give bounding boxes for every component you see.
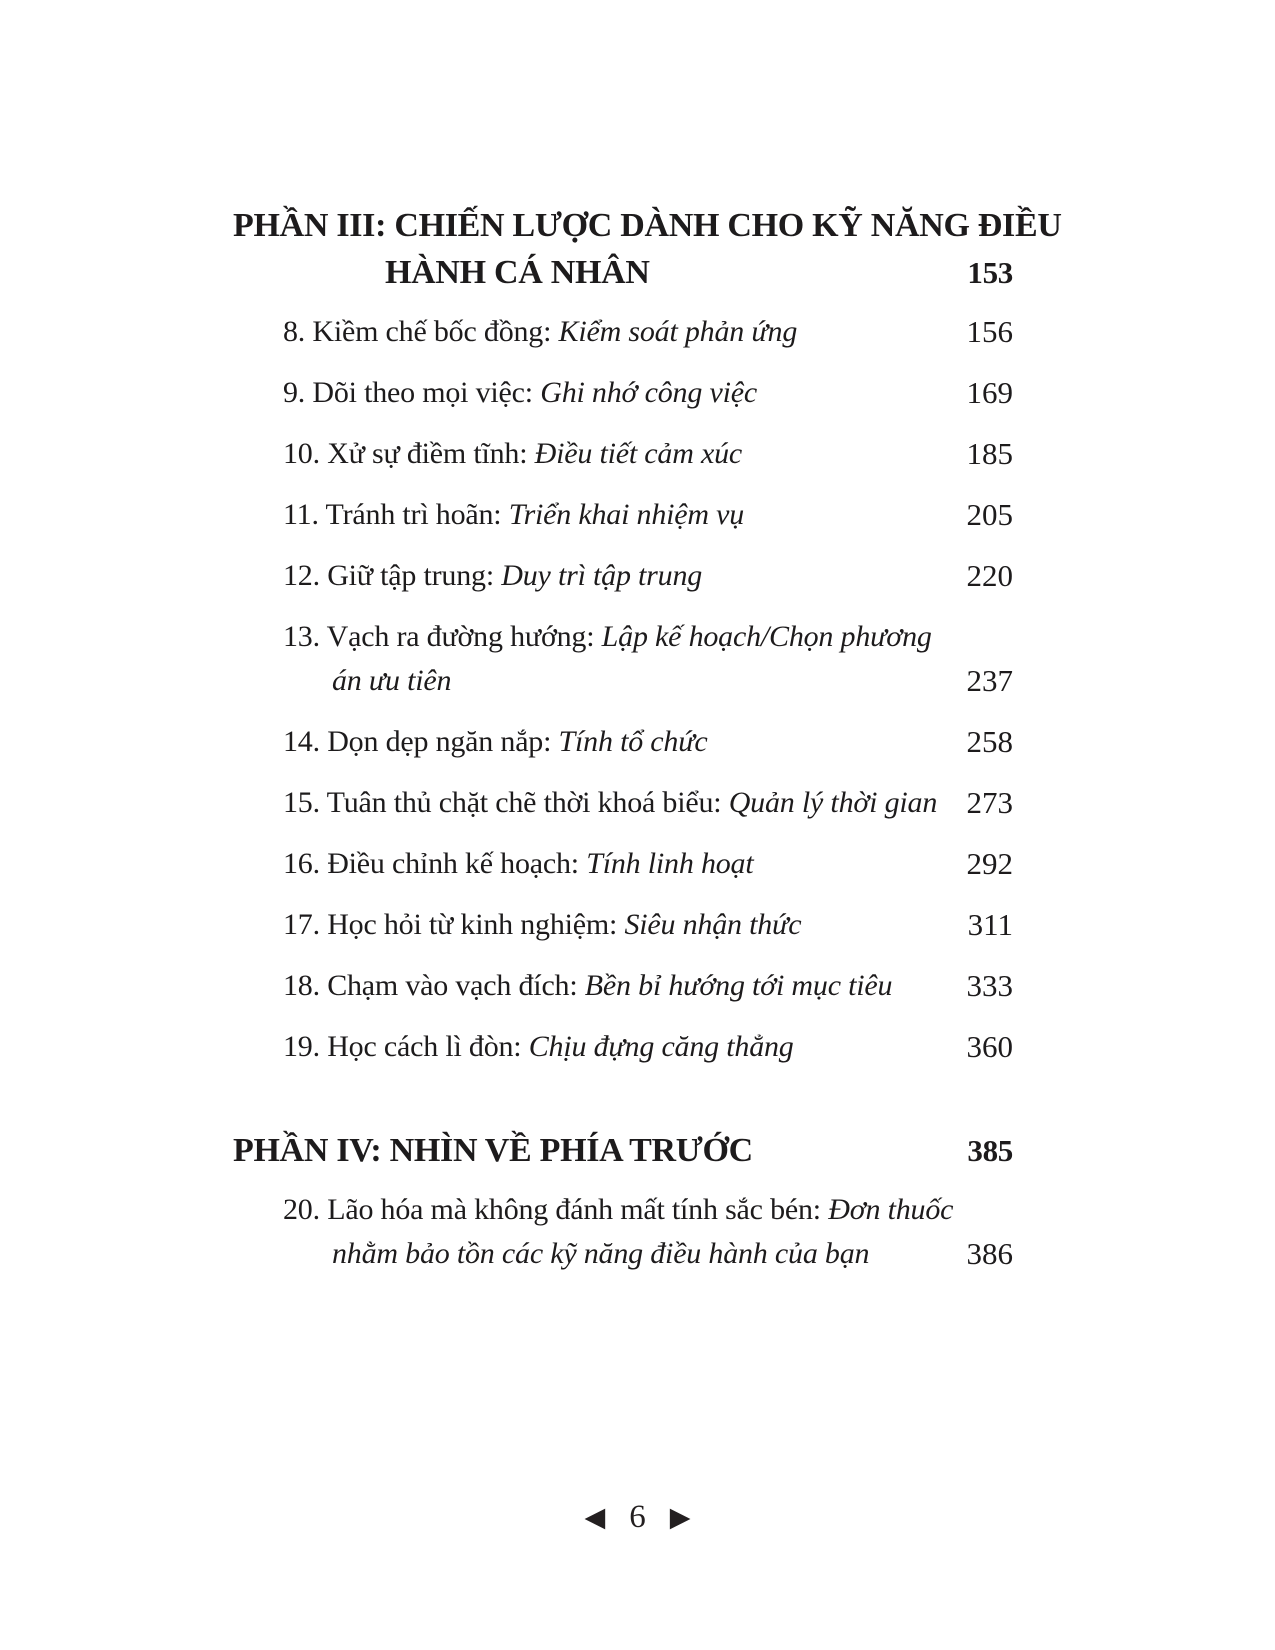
next-page-icon[interactable]: ▶ (669, 1501, 691, 1533)
chapter-subtitle: nhằm bảo tồn các kỹ năng điều hành của bạn (332, 1237, 870, 1270)
chapter-label: 15. Tuân thủ chặt chẽ thời khoá biểu: (283, 786, 729, 819)
chapter-subtitle: Đơn thuốc (828, 1193, 954, 1226)
entry-page-number: 205 (966, 497, 1013, 532)
chapter-line (283, 1232, 953, 1276)
entry-page-number: 360 (966, 1029, 1013, 1064)
entry-page-number: 169 (966, 375, 1013, 410)
entry-page-number: 386 (966, 1236, 1013, 1271)
heading-line: PHẦN IV: NHÌN VỀ PHÍA TRƯỚC (233, 1132, 753, 1169)
entry-title (283, 1025, 794, 1069)
heading-line: PHẦN III: CHIẾN LƯỢC DÀNH CHO KỸ NĂNG ĐIỀU (233, 207, 1062, 244)
chapter-line (283, 493, 744, 537)
entry-title (283, 903, 801, 947)
chapter-label: 11. Tránh trì hoãn: (283, 498, 509, 531)
chapter-label: 20. Lão hóa mà không đánh mất tính sắc bén: (283, 1193, 829, 1226)
entry-page-number: 311 (967, 907, 1013, 942)
entry-title (283, 310, 797, 354)
chapter-line (283, 720, 708, 764)
chapter-line (283, 615, 932, 659)
chapter-line (283, 554, 702, 598)
chapter-subtitle: Chịu đựng căng thẳng (528, 1030, 794, 1063)
entry-page-number: 237 (966, 663, 1013, 698)
entry-title (283, 554, 702, 598)
chapter-line (283, 964, 892, 1008)
chapter-line (283, 1188, 953, 1232)
entry-title (283, 964, 892, 1008)
chapter-subtitle: Điều tiết cảm xúc (534, 437, 743, 470)
toc-chapter-entry[interactable] (233, 371, 1013, 415)
entry-title (283, 493, 744, 537)
chapter-subtitle: Duy trì tập trung (501, 559, 703, 592)
heading-line: HÀNH CÁ NHÂN (385, 254, 650, 291)
chapter-line (283, 371, 757, 415)
toc-chapter-entry[interactable] (233, 493, 1013, 537)
chapter-label: 17. Học hỏi từ kinh nghiệm: (283, 908, 625, 941)
chapter-line (283, 432, 742, 476)
entry-title (283, 781, 937, 825)
toc-section-heading[interactable] (233, 1127, 1013, 1174)
chapter-label: 16. Điều chỉnh kế hoạch: (283, 847, 587, 880)
previous-page-icon[interactable]: ◀ (584, 1501, 606, 1533)
toc-chapter-entry[interactable] (233, 1025, 1013, 1069)
chapter-line (283, 903, 801, 947)
chapter-subtitle: Tính linh hoạt (586, 847, 754, 880)
chapter-line (283, 1025, 794, 1069)
entry-title (233, 1127, 753, 1174)
entry-page-number: 185 (966, 436, 1013, 471)
chapter-subtitle: Tính tổ chức (558, 725, 708, 758)
entry-title (283, 842, 753, 886)
entry-page-number: 273 (966, 785, 1013, 820)
toc-chapter-entry[interactable] (233, 842, 1013, 886)
chapter-subtitle: Quản lý thời gian (728, 786, 938, 819)
entry-title (283, 720, 708, 764)
entry-title (283, 432, 742, 476)
pager (0, 1494, 1275, 1540)
chapter-label: 14. Dọn dẹp ngăn nắp: (283, 725, 559, 758)
chapter-label: 18. Chạm vào vạch đích: (283, 969, 585, 1002)
chapter-subtitle: Siêu nhận thức (624, 908, 802, 941)
current-page-number: 6 (629, 1498, 646, 1535)
entry-title (283, 615, 932, 703)
chapter-label: 13. Vạch ra đường hướng: (283, 620, 602, 653)
chapter-subtitle: Lập kế hoạch/Chọn phương (601, 620, 932, 653)
entry-title (283, 1188, 953, 1276)
chapter-label: 10. Xử sự điềm tĩnh: (283, 437, 535, 470)
toc-list (233, 202, 1062, 1293)
chapter-line (283, 842, 753, 886)
entry-page-number: 292 (966, 846, 1013, 881)
chapter-line (283, 310, 797, 354)
entry-title (283, 371, 757, 415)
entry-page-number: 153 (967, 255, 1013, 290)
chapter-line (283, 659, 932, 703)
toc-chapter-entry[interactable] (233, 310, 1013, 354)
chapter-subtitle: án ưu tiên (332, 664, 452, 697)
chapter-label: 12. Giữ tập trung: (283, 559, 502, 592)
entry-page-number: 156 (966, 314, 1013, 349)
toc-section-heading[interactable] (233, 202, 1062, 296)
toc-chapter-entry[interactable] (233, 903, 1013, 947)
chapter-subtitle: Triển khai nhiệm vụ (508, 498, 745, 531)
chapter-subtitle: Bền bỉ hướng tới mục tiêu (584, 969, 893, 1002)
toc-chapter-entry[interactable] (233, 615, 1013, 703)
entry-page-number: 220 (966, 558, 1013, 593)
chapter-line (283, 781, 937, 825)
toc-chapter-entry[interactable] (233, 964, 1013, 1008)
toc-chapter-entry[interactable] (233, 781, 1013, 825)
toc-chapter-entry[interactable] (233, 1188, 1013, 1276)
entry-page-number: 333 (966, 968, 1013, 1003)
chapter-label: 9. Dõi theo mọi việc: (283, 376, 541, 409)
toc-chapter-entry[interactable] (233, 720, 1013, 764)
toc-chapter-entry[interactable] (233, 432, 1013, 476)
chapter-label: 8. Kiềm chế bốc đồng: (283, 315, 559, 348)
chapter-subtitle: Kiểm soát phản ứng (558, 315, 798, 348)
chapter-subtitle: Ghi nhớ công việc (540, 376, 757, 409)
chapter-label: 19. Học cách lì đòn: (283, 1030, 529, 1063)
entry-page-number: 385 (967, 1133, 1013, 1168)
toc-chapter-entry[interactable] (233, 554, 1013, 598)
entry-page-number: 258 (966, 724, 1013, 759)
